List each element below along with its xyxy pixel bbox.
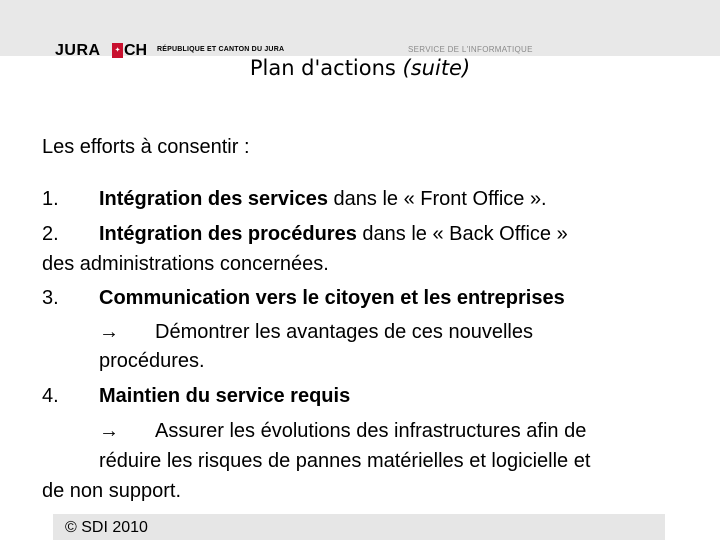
item-number: 2. xyxy=(42,223,59,245)
item-text: dans le « Back Office » xyxy=(356,223,568,245)
item-bold: Maintien du service requis xyxy=(99,385,351,407)
sub-item xyxy=(99,321,533,344)
footer-bar xyxy=(53,514,665,540)
item-bold: Intégration des services xyxy=(99,188,328,210)
item-bold: Communication vers le citoyen et les entreprises xyxy=(99,287,565,309)
sub-item-continuation: procédures. xyxy=(99,350,205,372)
logo-jura-text: JURA xyxy=(55,42,101,59)
item-number: 3. xyxy=(42,287,59,309)
sub-item-continuation: de non support. xyxy=(42,480,181,502)
item-bold: Intégration des procédures xyxy=(99,223,357,245)
arrow-right-icon: → xyxy=(99,321,119,343)
arrow-right-icon: → xyxy=(99,420,119,442)
logo-ch-text: CH xyxy=(124,42,148,59)
item-number: 1. xyxy=(42,188,59,210)
item-text: dans le « Front Office ». xyxy=(327,188,547,210)
item-continuation: des administrations concernées. xyxy=(42,253,329,275)
sub-item xyxy=(99,420,586,443)
item-number: 4. xyxy=(42,385,59,407)
jura-flag-icon: ✦ xyxy=(112,43,123,58)
sub-item-text: Assurer les évolutions des infrastructures afin de xyxy=(155,420,587,442)
slide-title-main: Plan d'actions xyxy=(249,56,403,80)
slide-title xyxy=(0,55,720,81)
slide-title-suffix: (suite) xyxy=(402,56,471,80)
sub-item-text: Démontrer les avantages de ces nouvelles xyxy=(155,321,533,343)
section-heading: Les efforts à consentir : xyxy=(42,136,250,158)
service-name: SERVICE DE L'INFORMATIQUE xyxy=(408,45,533,54)
copyright-text: © SDI 2010 xyxy=(65,519,148,536)
logo-tagline: RÉPUBLIQUE ET CANTON DU JURA xyxy=(157,46,285,53)
sub-item-continuation: réduire les risques de pannes matérielles et logicielle et xyxy=(99,450,591,472)
